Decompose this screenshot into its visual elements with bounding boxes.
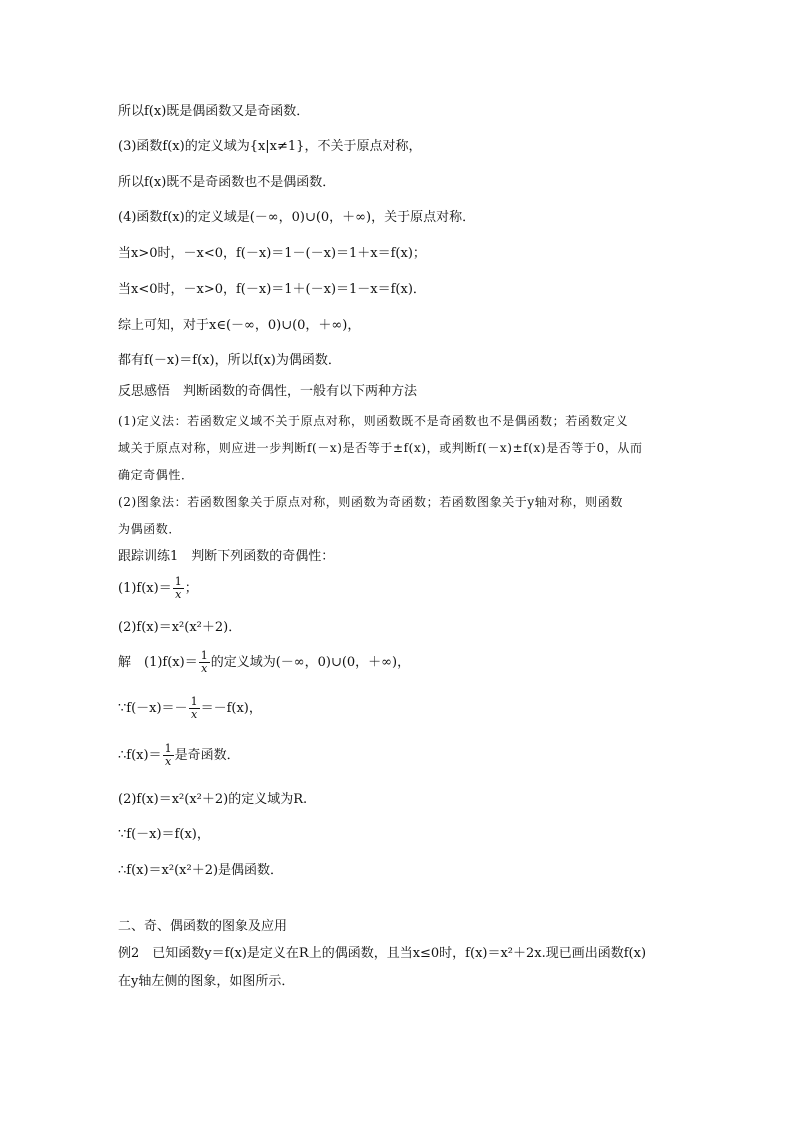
practice-item-1 bbox=[118, 576, 198, 601]
formula-prefix: ∵f(－x)＝－ bbox=[118, 701, 188, 716]
example-line: 在y轴左侧的图象，如图所示． bbox=[118, 974, 295, 989]
solution-line bbox=[118, 696, 262, 721]
reflection-line: 为偶函数． bbox=[118, 522, 182, 536]
fraction bbox=[173, 576, 184, 601]
reflection-line: 域关于原点对称，则应进一步判断f(－x)是否等于±f(x)，或判断f(－x)±f(x)是否等于0，从而 bbox=[118, 441, 643, 455]
fraction-denominator: x bbox=[189, 708, 200, 721]
solution-line: ∴f(x)＝x²(x²＋2)是偶函数． bbox=[118, 863, 284, 878]
fraction-numerator: 1 bbox=[174, 575, 182, 588]
section-heading: 二、奇、偶函数的图象及应用 bbox=[118, 919, 288, 934]
fraction bbox=[163, 743, 174, 768]
reflection-line: (2)图象法：若函数图象关于原点对称，则函数为奇函数；若函数图象关于y轴对称，则函数 bbox=[118, 495, 623, 509]
formula-prefix: (1)f(x)＝ bbox=[118, 581, 172, 596]
solution-line: ∵f(－x)＝f(x)， bbox=[118, 827, 210, 842]
example-line: 例2 已知函数y＝f(x)是定义在R上的偶函数，且当x≤0时，f(x)＝x²＋2x.现已画出函数f(x) bbox=[118, 946, 647, 961]
fraction bbox=[189, 696, 200, 721]
formula-prefix: ∴f(x)＝ bbox=[118, 748, 162, 763]
solution-line bbox=[118, 650, 410, 675]
text-line: (3)函数f(x)的定义域为{x|x≠1}，不关于原点对称， bbox=[118, 139, 422, 154]
text-line: 综上可知，对于x∈(－∞，0)∪(0，＋∞)， bbox=[118, 318, 361, 333]
formula-suffix: ＝－f(x)， bbox=[200, 701, 262, 716]
text-line: 所以f(x)既是偶函数又是奇函数． bbox=[118, 104, 310, 119]
text-line: 都有f(－x)＝f(x)，所以f(x)为偶函数． bbox=[118, 353, 341, 368]
fraction-denominator: x bbox=[163, 755, 174, 768]
text-line: (4)函数f(x)的定义域是(－∞，0)∪(0，＋∞)，关于原点对称． bbox=[118, 210, 476, 225]
reflection-title: 反思感悟 判断函数的奇偶性，一般有以下两种方法 bbox=[118, 384, 418, 399]
formula-suffix: 的定义域为(－∞，0)∪(0，＋∞)， bbox=[210, 655, 411, 670]
fraction-numerator: 1 bbox=[190, 695, 198, 708]
reflection-line: 确定奇偶性． bbox=[118, 468, 194, 482]
fraction-denominator: x bbox=[199, 662, 210, 675]
text-line: 所以f(x)既不是奇函数也不是偶函数． bbox=[118, 175, 336, 190]
solution-line: (2)f(x)＝x²(x²＋2)的定义域为R. bbox=[118, 792, 308, 807]
formula-suffix: ； bbox=[184, 581, 198, 596]
reflection-line: (1)定义法：若函数定义域不关于原点对称，则函数既不是奇函数也不是偶函数；若函数定义 bbox=[118, 414, 629, 428]
formula-suffix: 是奇函数． bbox=[174, 748, 240, 763]
text-line: 当x<0时，－x>0，f(－x)＝1＋(－x)＝1－x＝f(x)． bbox=[118, 282, 426, 297]
fraction-denominator: x bbox=[173, 588, 184, 601]
fraction-numerator: 1 bbox=[200, 649, 208, 662]
practice-title: 跟踪训练1 判断下列函数的奇偶性： bbox=[118, 549, 335, 564]
solution-line bbox=[118, 743, 240, 768]
practice-item-2: (2)f(x)＝x²(x²＋2)． bbox=[118, 620, 242, 635]
fraction-numerator: 1 bbox=[164, 742, 172, 755]
fraction bbox=[199, 650, 210, 675]
formula-prefix: 解 (1)f(x)＝ bbox=[118, 655, 198, 670]
text-line: 当x>0时，－x<0，f(－x)＝1－(－x)＝1＋x＝f(x)； bbox=[118, 246, 426, 261]
